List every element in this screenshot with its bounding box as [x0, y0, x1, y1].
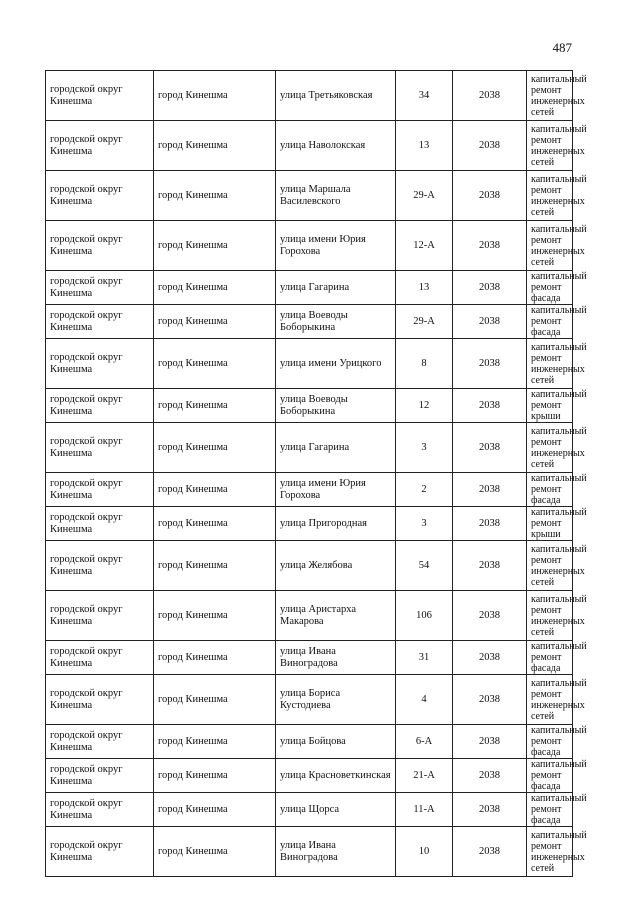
street-cell: улица Щорса — [276, 793, 396, 827]
house-number-cell: 11-А — [396, 793, 453, 827]
city-cell: город Кинешма — [154, 171, 276, 221]
street-cell: улица Гагарина — [276, 423, 396, 473]
street-cell: улица Маршала Василевского — [276, 171, 396, 221]
page-number: 487 — [552, 40, 572, 55]
street-cell: улица Аристарха Макарова — [276, 591, 396, 641]
house-number-cell: 2 — [396, 473, 453, 507]
street-cell: улица Желябова — [276, 541, 396, 591]
street-cell: улица Воеводы Боборыкина — [276, 305, 396, 339]
house-number-cell: 29-А — [396, 171, 453, 221]
city-cell: город Кинешма — [154, 641, 276, 675]
municipality-cell: городской округ Кинешма — [46, 793, 154, 827]
house-number-cell: 10 — [396, 827, 453, 877]
table-row — [46, 507, 573, 541]
work-type-cell: капитальный ремонт инженерных сетей — [527, 591, 573, 641]
municipality-cell: городской округ Кинешма — [46, 71, 154, 121]
street-cell: улица Ивана Виноградова — [276, 641, 396, 675]
table-row — [46, 305, 573, 339]
table-row — [46, 541, 573, 591]
municipality-cell: городской округ Кинешма — [46, 305, 154, 339]
year-cell: 2038 — [453, 591, 527, 641]
city-cell: город Кинешма — [154, 541, 276, 591]
municipality-cell: городской округ Кинешма — [46, 541, 154, 591]
table-row — [46, 675, 573, 725]
table-row — [46, 339, 573, 389]
municipality-cell: городской округ Кинешма — [46, 759, 154, 793]
municipality-cell: городской округ Кинешма — [46, 641, 154, 675]
municipality-cell: городской округ Кинешма — [46, 171, 154, 221]
street-cell: улица Третьяковская — [276, 71, 396, 121]
street-cell: улица Гагарина — [276, 271, 396, 305]
house-number-cell: 13 — [396, 121, 453, 171]
city-cell: город Кинешма — [154, 389, 276, 423]
municipality-cell: городской округ Кинешма — [46, 221, 154, 271]
year-cell: 2038 — [453, 221, 527, 271]
work-type-cell: капитальный ремонт инженерных сетей — [527, 423, 573, 473]
year-cell: 2038 — [453, 725, 527, 759]
work-type-cell: капитальный ремонт инженерных сетей — [527, 171, 573, 221]
work-type-cell: капитальный ремонт фасада — [527, 271, 573, 305]
municipality-cell: городской округ Кинешма — [46, 271, 154, 305]
street-cell: улица имени Юрия Горохова — [276, 473, 396, 507]
table-row — [46, 759, 573, 793]
city-cell: город Кинешма — [154, 423, 276, 473]
street-cell: улица Ивана Виноградова — [276, 827, 396, 877]
house-number-cell: 106 — [396, 591, 453, 641]
table-row — [46, 641, 573, 675]
year-cell: 2038 — [453, 271, 527, 305]
city-cell: город Кинешма — [154, 725, 276, 759]
street-cell: улица Воеводы Боборыкина — [276, 389, 396, 423]
city-cell: город Кинешма — [154, 271, 276, 305]
table-row — [46, 725, 573, 759]
table-row — [46, 121, 573, 171]
year-cell: 2038 — [453, 339, 527, 389]
street-cell: улица имени Урицкого — [276, 339, 396, 389]
year-cell: 2038 — [453, 423, 527, 473]
year-cell: 2038 — [453, 793, 527, 827]
work-type-cell: капитальный ремонт крыши — [527, 389, 573, 423]
work-type-cell: капитальный ремонт фасада — [527, 473, 573, 507]
table-row — [46, 473, 573, 507]
municipality-cell: городской округ Кинешма — [46, 675, 154, 725]
house-number-cell: 12 — [396, 389, 453, 423]
table-row — [46, 423, 573, 473]
municipality-cell: городской округ Кинешма — [46, 473, 154, 507]
house-number-cell: 54 — [396, 541, 453, 591]
city-cell: город Кинешма — [154, 305, 276, 339]
city-cell: город Кинешма — [154, 793, 276, 827]
year-cell: 2038 — [453, 71, 527, 121]
house-number-cell: 3 — [396, 507, 453, 541]
table-row — [46, 591, 573, 641]
work-type-cell: капитальный ремонт инженерных сетей — [527, 675, 573, 725]
table-row — [46, 221, 573, 271]
work-type-cell: капитальный ремонт инженерных сетей — [527, 121, 573, 171]
municipality-cell: городской округ Кинешма — [46, 507, 154, 541]
house-number-cell: 31 — [396, 641, 453, 675]
city-cell: город Кинешма — [154, 221, 276, 271]
repair-schedule-table — [45, 70, 587, 877]
house-number-cell: 29-А — [396, 305, 453, 339]
work-type-cell: капитальный ремонт фасада — [527, 793, 573, 827]
city-cell: город Кинешма — [154, 675, 276, 725]
table-row — [46, 793, 573, 827]
year-cell: 2038 — [453, 389, 527, 423]
table-row — [46, 71, 573, 121]
street-cell: улица Бориса Кустодиева — [276, 675, 396, 725]
work-type-cell: капитальный ремонт инженерных сетей — [527, 541, 573, 591]
year-cell: 2038 — [453, 827, 527, 877]
work-type-cell: капитальный ремонт крыши — [527, 507, 573, 541]
city-cell: город Кинешма — [154, 507, 276, 541]
year-cell: 2038 — [453, 759, 527, 793]
work-type-cell: капитальный ремонт инженерных сетей — [527, 71, 573, 121]
year-cell: 2038 — [453, 507, 527, 541]
work-type-cell: капитальный ремонт фасада — [527, 725, 573, 759]
work-type-cell: капитальный ремонт фасада — [527, 641, 573, 675]
house-number-cell: 3 — [396, 423, 453, 473]
city-cell: город Кинешма — [154, 759, 276, 793]
city-cell: город Кинешма — [154, 827, 276, 877]
year-cell: 2038 — [453, 675, 527, 725]
municipality-cell: городской округ Кинешма — [46, 121, 154, 171]
municipality-cell: городской округ Кинешма — [46, 827, 154, 877]
city-cell: город Кинешма — [154, 339, 276, 389]
house-number-cell: 34 — [396, 71, 453, 121]
work-type-cell: капитальный ремонт инженерных сетей — [527, 827, 573, 877]
house-number-cell: 12-А — [396, 221, 453, 271]
year-cell: 2038 — [453, 541, 527, 591]
table-row — [46, 271, 573, 305]
street-cell: улица Наволокская — [276, 121, 396, 171]
house-number-cell: 8 — [396, 339, 453, 389]
street-cell: улица Бойцова — [276, 725, 396, 759]
house-number-cell: 13 — [396, 271, 453, 305]
work-type-cell: капитальный ремонт фасада — [527, 759, 573, 793]
house-number-cell: 4 — [396, 675, 453, 725]
street-cell: улица имени Юрия Горохова — [276, 221, 396, 271]
year-cell: 2038 — [453, 473, 527, 507]
municipality-cell: городской округ Кинешма — [46, 725, 154, 759]
municipality-cell: городской округ Кинешма — [46, 423, 154, 473]
year-cell: 2038 — [453, 171, 527, 221]
municipality-cell: городской округ Кинешма — [46, 591, 154, 641]
year-cell: 2038 — [453, 641, 527, 675]
house-number-cell: 6-А — [396, 725, 453, 759]
work-type-cell: капитальный ремонт фасада — [527, 305, 573, 339]
city-cell: город Кинешма — [154, 591, 276, 641]
street-cell: улица Пригородная — [276, 507, 396, 541]
table-row — [46, 827, 573, 877]
street-cell: улица Красноветкинская — [276, 759, 396, 793]
work-type-cell: капитальный ремонт инженерных сетей — [527, 339, 573, 389]
city-cell: город Кинешма — [154, 71, 276, 121]
table-row — [46, 389, 573, 423]
house-number-cell: 21-А — [396, 759, 453, 793]
city-cell: город Кинешма — [154, 473, 276, 507]
year-cell: 2038 — [453, 305, 527, 339]
municipality-cell: городской округ Кинешма — [46, 389, 154, 423]
municipality-cell: городской округ Кинешма — [46, 339, 154, 389]
work-type-cell: капитальный ремонт инженерных сетей — [527, 221, 573, 271]
year-cell: 2038 — [453, 121, 527, 171]
city-cell: город Кинешма — [154, 121, 276, 171]
table-row — [46, 171, 573, 221]
